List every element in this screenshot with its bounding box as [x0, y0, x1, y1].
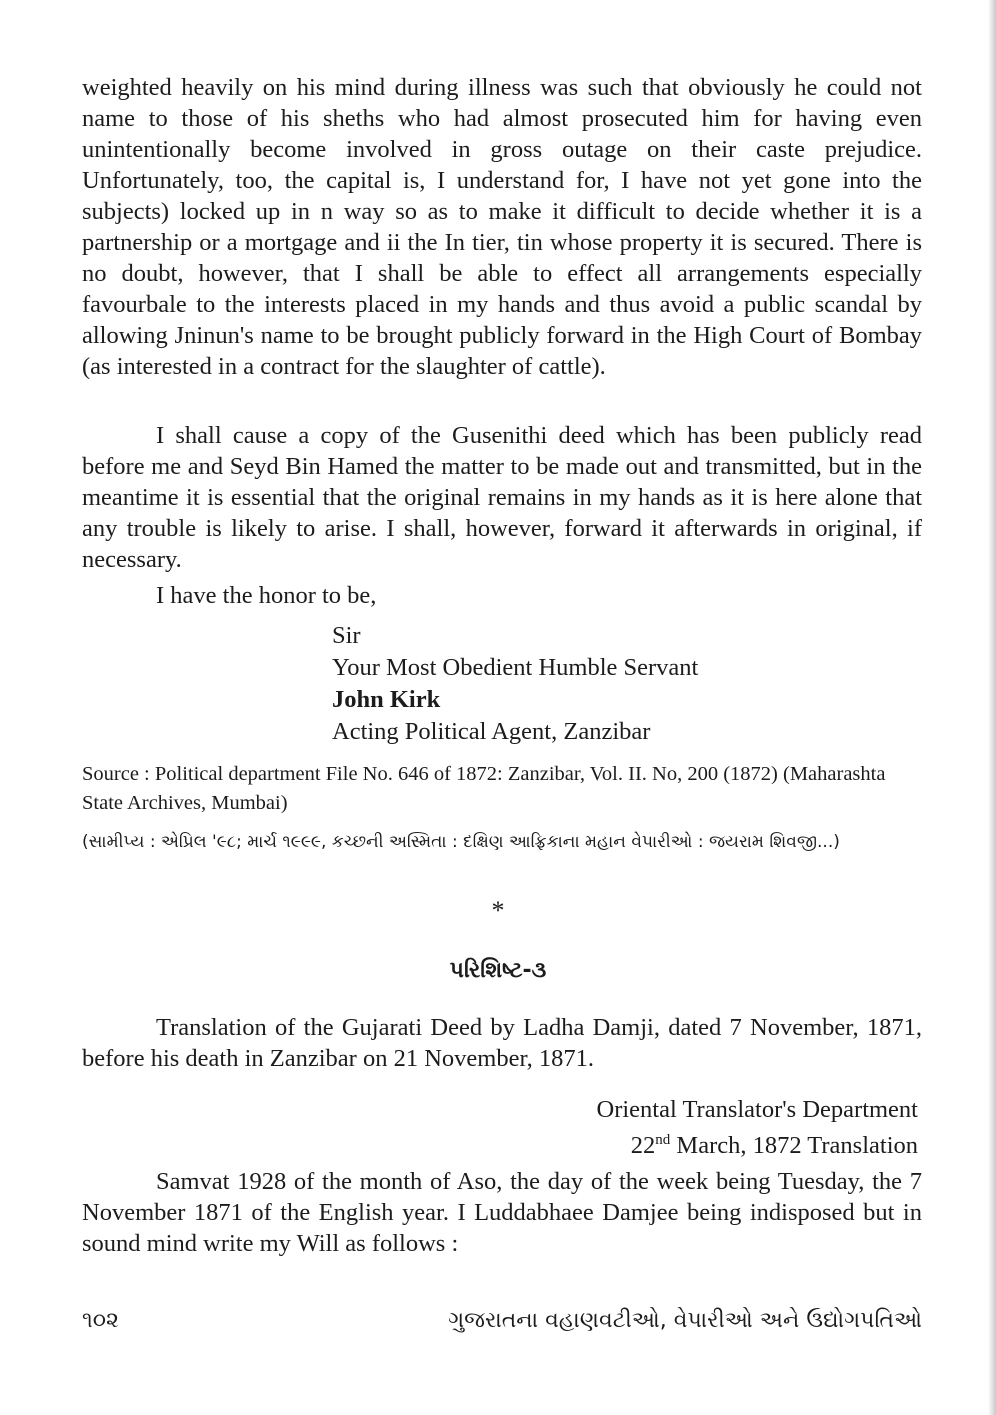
signature-salutation: Sir [332, 622, 361, 649]
date-rest: March, 1872 Translation [670, 1132, 918, 1160]
gujarati-reference-note: (સામીપ્ય : એપ્રિલ '૯૮; માર્ચ ૧૯૯૯, કચ્છની અસ્મિતા : દક્ષિણ આફ્રિકાના મહાન વેપારીઓ : જયરામ શિવજી...) [82, 832, 840, 852]
source-citation: Source : Political department File No. 646 of 1872: Zanzibar, Vol. II. No, 200 (1872) (Maharashta State Archives, Mumbai) [82, 763, 886, 814]
appendix-heading: પરિશિષ્ટ-૩ [449, 958, 547, 983]
closing-line: I have the honor to be, [156, 582, 377, 609]
signature-name: John Kirk [332, 686, 441, 713]
letter-paragraph-2: I shall cause a copy of the Gusenithi deed which has been publicly read before me and Seyd Bin Hamed the matter to be made out and transmitted, but in the meantime it is essential that the original remains in my hands as it is here alone that any trouble is likely to arise. I shall, however, forward it afterwards in original, if necessary. [82, 422, 922, 573]
date-suffix: nd [655, 1132, 671, 1148]
department-name: Oriental Translator's Department [596, 1096, 918, 1123]
department-date [597, 1125, 919, 1161]
translation-intro: Translation of the Gujarati Deed by Ladha Damji, dated 7 November, 1871, before his death in Zanzibar on 21 November, 1871. [82, 1014, 922, 1072]
running-book-title: ગુજરાતના વહાણવટીઓ, વેપારીઓ અને ઉદ્યોગપતિઓ [448, 1308, 922, 1333]
section-separator: * [491, 896, 505, 925]
letter-paragraph-1: weighted heavily on his mind during illness was such that obviously he could not name to those of his sheths who had almost prosecuted him for having even unintentionally become involved in gross outage on their caste prejudice. Unfortunately, too, the capital is, I understand for, I have not yet gone into the subjects) locked up in n way so as to make it difficult to decide whether it is a partnership or a mortgage and ii the In tier, tin whose property it is secured. There is no doubt, however, that I shall be able to effect all arrangements especially favourbale to the interests placed in my hands and thus avoid a public scandal by allowing Jninun's name to be brought publicly forward in the High Court of Bombay (as interested in a contract for the slaughter of cattle). [82, 74, 922, 380]
signature-title: Acting Political Agent, Zanzibar [332, 718, 651, 745]
department-block [597, 1094, 919, 1161]
signature-line: Your Most Obedient Humble Servant [332, 654, 699, 681]
will-paragraph: Samvat 1928 of the month of Aso, the day of the week being Tuesday, the 7 November 1871 of the English year. I Luddabhaee Damjee being indisposed but in sound mind write my Will as follows : [82, 1168, 922, 1257]
date-day: 22 [630, 1132, 656, 1160]
signature-block [332, 620, 698, 748]
page-edge-shadow [988, 0, 996, 1415]
page-number: ૧૦૨ [82, 1308, 119, 1333]
